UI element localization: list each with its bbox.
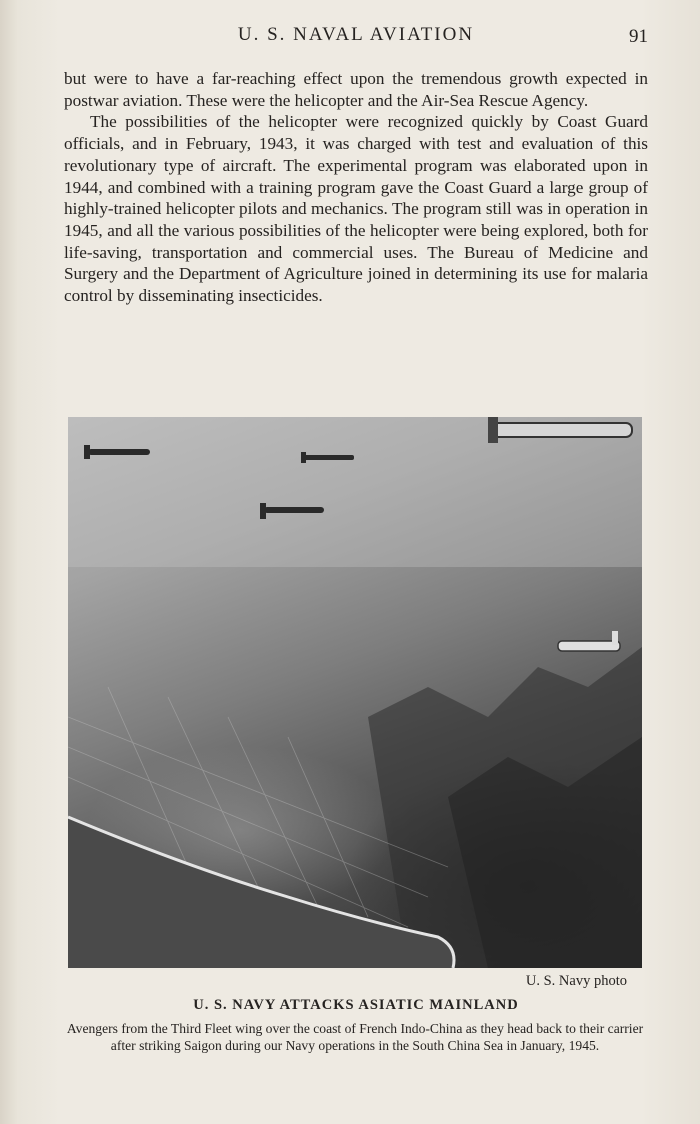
haze-band xyxy=(68,417,642,567)
body-text xyxy=(64,68,648,307)
photo-credit: U. S. Navy photo xyxy=(525,973,627,989)
caption-text: Avengers from the Third Fleet wing over the coast of French Indo-China as they head back to their carrier after striking Saigon during our Navy operations in the South China Sea in January, 1945. xyxy=(66,1021,644,1053)
aerial-photo xyxy=(68,417,642,968)
page-number: 91 xyxy=(629,26,648,47)
aircraft-5 xyxy=(558,631,620,651)
aerial-photo-illustration xyxy=(68,417,642,968)
caption-title: U. S. NAVY ATTACKS ASIATIC MAINLAND xyxy=(193,997,519,1013)
running-title: U. S. NAVAL AVIATION xyxy=(237,24,475,45)
running-head xyxy=(64,24,648,50)
paragraph-continued: but were to have a far-reaching effect upon the tremendous growth expected in postwar aviation. These were the helicopter and the Air-Sea Rescue Agency. xyxy=(64,69,648,110)
paragraph-helicopter: The possibilities of the helicopter were recognized quickly by Coast Guard officials, and in February, 1943, it was charged with test and evaluation of this revolutionary type of aircraft. The experimental program was elaborated upon in 1944, and combined with a training program gave the Coast Guard a large group of highly-trained helicopter pilots and mechanics. The program still was in operation in 1945, and all the various possibilities of the helicopter were being explored, both for life-saving, transportation and commercial uses. The Bureau of Medicine and Surgery and the Department of Agriculture joined in determining its use for malaria control by disseminating insecticides. xyxy=(64,112,648,306)
